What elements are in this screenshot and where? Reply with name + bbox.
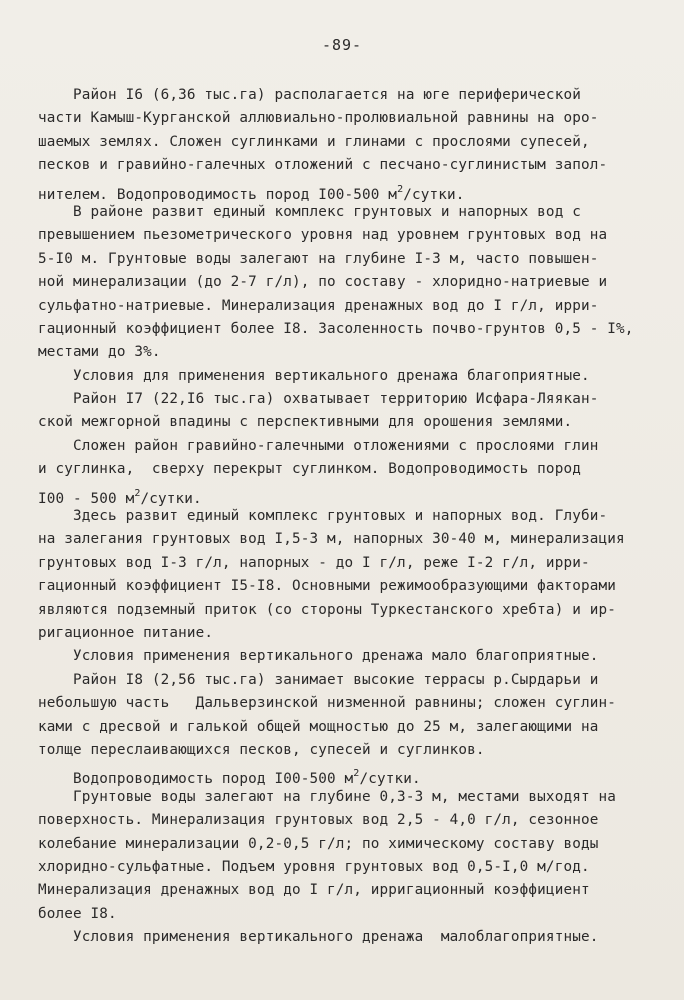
line-text: ригационное питание. — [38, 624, 214, 641]
text-line — [38, 622, 650, 645]
line-text: Условия для применения вертикального дренажа благоприятные. — [38, 367, 590, 384]
text-line — [38, 856, 650, 879]
line-text: нителем. Водопроводимость пород I00-500 м — [38, 186, 398, 203]
text-line — [38, 388, 650, 411]
line-text: толще переслаивающихся песков, супесей и суглинков. — [38, 741, 485, 758]
text-line — [38, 295, 650, 318]
line-text: ской межгорной впадины с перспективными для орошения землями. — [38, 414, 573, 431]
body-text — [38, 84, 650, 949]
text-line — [38, 178, 650, 201]
page-number: -89- — [321, 36, 363, 54]
line-text: 5-I0 м. Грунтовые воды залегают на глубине I-3 м, часто повышен- — [38, 250, 599, 267]
line-text: Условия применения вертикального дренажа малоблагоприятные. — [38, 929, 599, 946]
line-text: ками с дресвой и галькой общей мощностью до 25 м, залегающими на — [38, 718, 599, 735]
line-text: колебание минерализации 0,2-0,5 г/л; по химическому составу воды — [38, 835, 599, 852]
text-line — [38, 411, 650, 434]
text-line — [38, 528, 650, 551]
superscript: 2 — [134, 487, 141, 499]
text-line — [38, 131, 650, 154]
text-line — [38, 271, 650, 294]
text-line — [38, 599, 650, 622]
line-text: и суглинка, сверху перекрыт суглинком. Водопроводимость пород — [38, 461, 581, 478]
line-text: В районе развит единый комплекс грунтовых и напорных вод с — [38, 203, 581, 220]
text-line — [38, 435, 650, 458]
line-text: местами до 3%. — [38, 344, 161, 361]
text-line — [38, 84, 650, 107]
text-line — [38, 879, 650, 902]
text-line — [38, 318, 650, 341]
line-text: Район I7 (22,I6 тыс.га) охватывает территорию Исфара-Ляякан- — [38, 391, 599, 408]
text-line — [38, 505, 650, 528]
line-text: ной минерализации (до 2-7 г/л), по составу - хлоридно-натриевые и — [38, 274, 608, 291]
line-text-suffix: /сутки. — [140, 490, 202, 507]
text-line — [38, 341, 650, 364]
text-line — [38, 716, 650, 739]
line-text: гационный коэффициент I5-I8. Основными режимообразующими факторами — [38, 578, 616, 595]
line-text: Район I8 (2,56 тыс.га) занимает высокие террасы р.Сырдарьи и — [38, 671, 599, 688]
text-line — [38, 575, 650, 598]
text-line — [38, 224, 650, 247]
text-line — [38, 107, 650, 130]
line-text: Условия применения вертикального дренажа мало благоприятные. — [38, 648, 599, 665]
line-text: более I8. — [38, 905, 117, 922]
line-text: Здесь развит единый комплекс грунтовых и напорных вод. Глуби- — [38, 508, 608, 525]
line-text: являются подземный приток (со стороны Туркестанского хребта) и ир- — [38, 601, 616, 618]
line-text: хлоридно-сульфатные. Подъем уровня грунтовых вод 0,5-I,0 м/год. — [38, 858, 590, 875]
line-text: песков и гравийно-галечных отложений с песчано-суглинистым запол- — [38, 157, 608, 174]
text-line — [38, 786, 650, 809]
text-line — [38, 482, 650, 505]
line-text: Грунтовые воды залегают на глубине 0,3-3 м, местами выходят на — [38, 788, 616, 805]
text-line — [38, 458, 650, 481]
line-text: небольшую часть Дальверзинской низменной равнины; сложен суглин- — [38, 695, 616, 712]
text-line — [38, 926, 650, 949]
line-text: Минерализация дренажных вод до I г/л, ирригационный коэффициент — [38, 882, 590, 899]
line-text: шаемых землях. Сложен суглинками и глинами с прослоями супесей, — [38, 133, 590, 150]
text-line — [38, 669, 650, 692]
text-line — [38, 833, 650, 856]
text-line — [38, 645, 650, 668]
text-line — [38, 365, 650, 388]
text-line — [38, 903, 650, 926]
line-text-suffix: /сутки. — [403, 186, 465, 203]
line-text: грунтовых вод I-3 г/л, напорных - до I г/л, реже I-2 г/л, ирри- — [38, 554, 590, 571]
text-line — [38, 809, 650, 832]
line-text: сульфатно-натриевые. Минерализация дренажных вод до I г/л, ирри- — [38, 297, 599, 314]
line-text: Сложен район гравийно-галечными отложениями с прослоями глин — [38, 437, 599, 454]
line-text: Район I6 (6,36 тыс.га) располагается на юге периферической — [38, 87, 581, 103]
superscript: 2 — [353, 768, 360, 780]
text-line — [38, 201, 650, 224]
line-text: превышением пьезометрического уровня над уровнем грунтовых вод на — [38, 227, 608, 244]
line-text: I00 - 500 м — [38, 490, 135, 507]
text-line — [38, 154, 650, 177]
line-text: поверхность. Минерализация грунтовых вод 2,5 - 4,0 г/л, сезонное — [38, 812, 599, 829]
superscript: 2 — [397, 183, 404, 195]
text-line — [38, 552, 650, 575]
line-text-suffix: /сутки. — [359, 771, 421, 788]
line-text: части Камыш-Курганской аллювиально-пролювиальной равнины на оро- — [38, 110, 599, 127]
line-text: Водопроводимость пород I00-500 м — [38, 771, 354, 788]
text-line — [38, 762, 650, 788]
line-text: на залегания грунтовых вод I,5-3 м, напорных 30-40 м, минерализация — [38, 531, 625, 548]
text-line — [38, 248, 650, 271]
text-line — [38, 739, 650, 762]
text-line — [38, 692, 650, 715]
line-text: гационный коэффициент более I8. Засоленность почво-грунтов 0,5 - I%, — [38, 320, 634, 337]
